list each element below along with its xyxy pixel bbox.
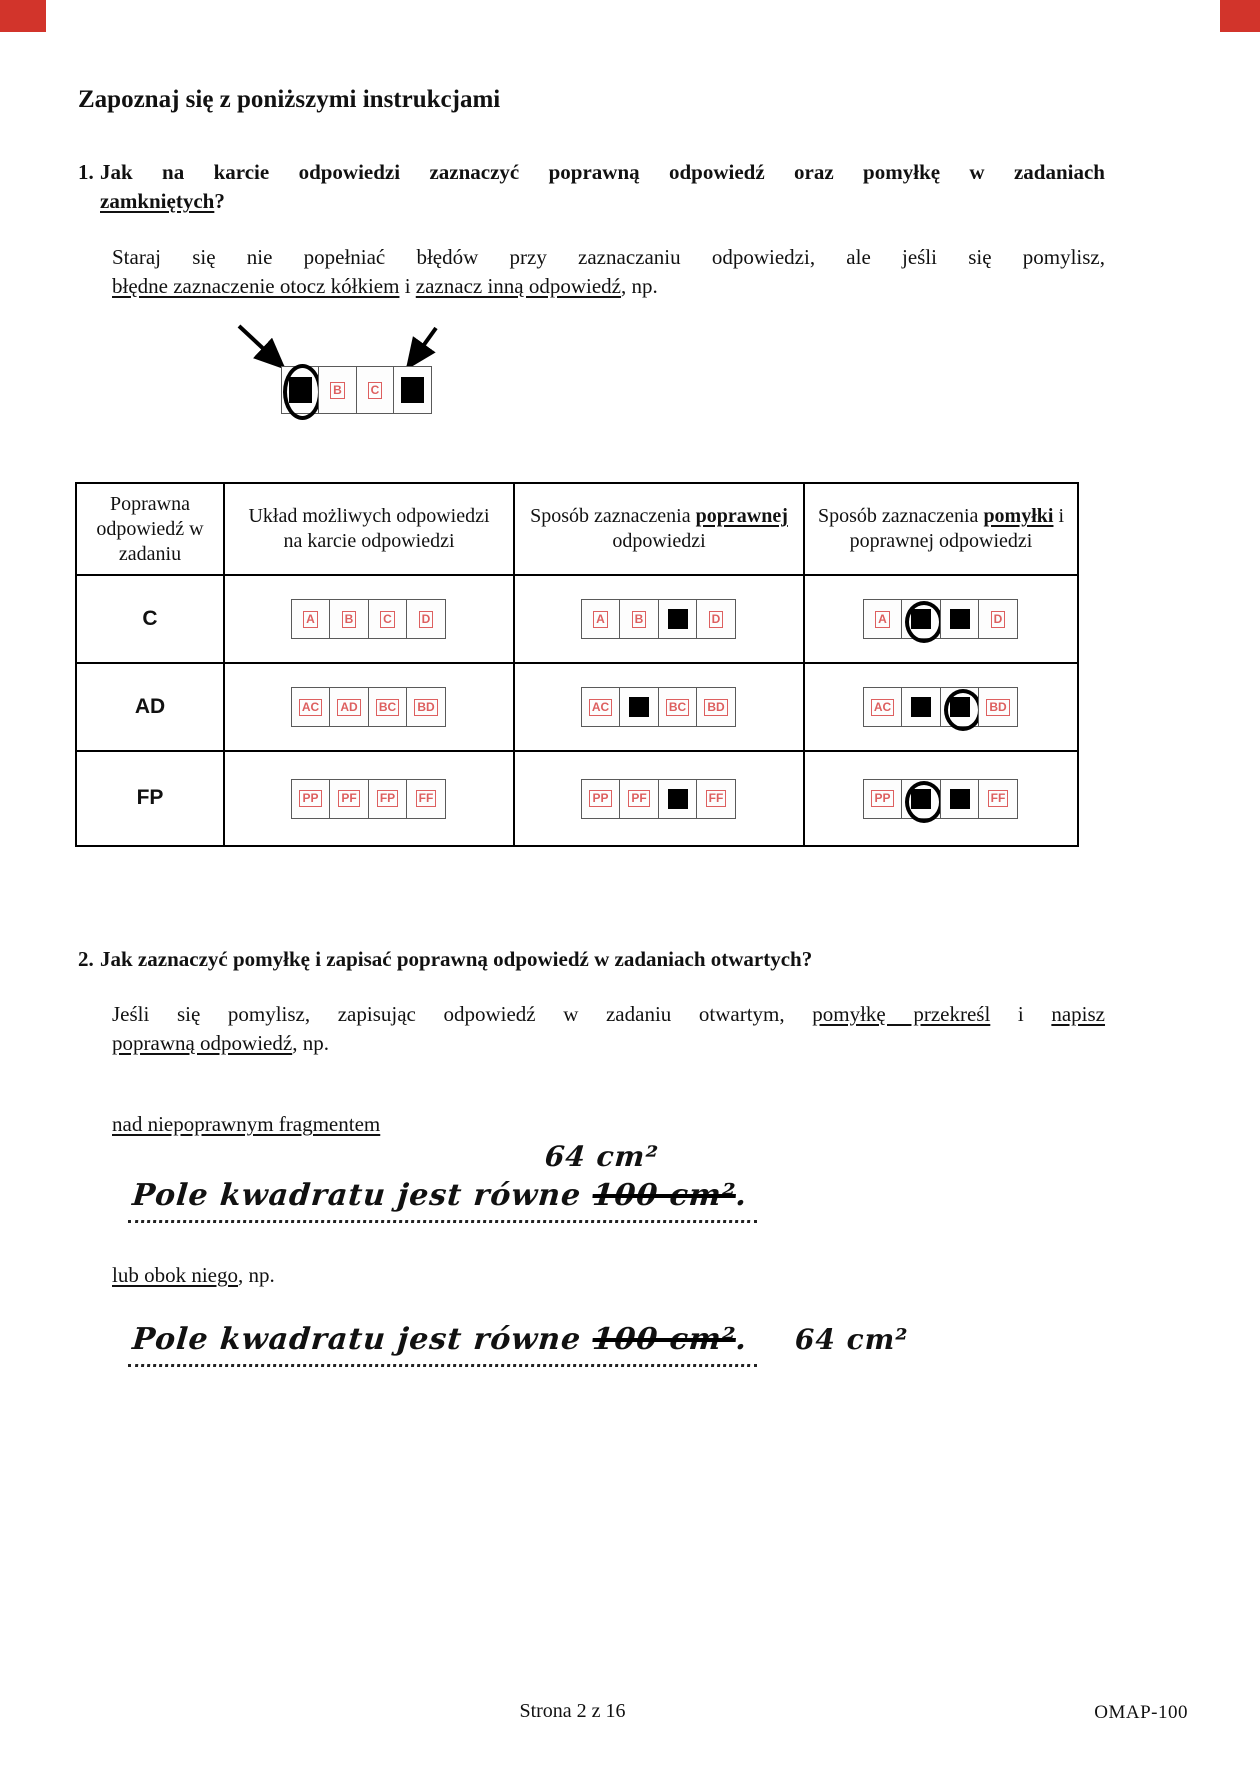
answer-box (393, 366, 432, 414)
answer-box (619, 599, 659, 639)
filled-mark (950, 789, 970, 809)
answer-box (281, 366, 320, 414)
filled-mark (668, 789, 688, 809)
answer-box-row (582, 687, 736, 727)
marking-instruction-table (75, 482, 1079, 847)
header-text: Sposób zaznaczenia (530, 505, 696, 527)
underlined-term: zamkniętych (100, 189, 215, 213)
underlined-phrase: poprawną odpowiedź (112, 1031, 293, 1055)
table-header-layout: Układ możliwych odpowiedzi na karcie odpowiedzi (225, 484, 515, 576)
row-answer-label: C (77, 576, 225, 664)
answer-option-label: PF (628, 790, 649, 807)
answer-box (901, 779, 941, 819)
answer-box (318, 366, 357, 414)
row-layout-cell (225, 576, 515, 664)
heading-punctuation: ? (214, 189, 225, 213)
answer-box (901, 687, 941, 727)
header-text: i poprawnej odpowiedzi (849, 505, 1065, 552)
answer-box (978, 779, 1018, 819)
handwritten-correction: 64 cm² (794, 1323, 909, 1356)
underlined-phrase: napisz (1051, 1002, 1106, 1026)
struck-text: 100 cm² (591, 1322, 738, 1357)
answer-box (581, 687, 621, 727)
item-2-number: 2. (78, 947, 94, 971)
answer-box (978, 599, 1018, 639)
handwritten-line (128, 1322, 761, 1367)
answer-box-row (864, 687, 1018, 727)
new-answer-arrow (408, 328, 436, 367)
answer-option-label: C (380, 611, 395, 628)
underlined-phrase: nad niepoprawnym fragmentem (112, 1112, 381, 1136)
answer-box (696, 779, 736, 819)
handwritten-line (128, 1178, 761, 1223)
filled-mark (401, 377, 424, 403)
row-mistake-cell (805, 752, 1077, 845)
answer-option-label: AD (337, 699, 360, 716)
answer-option-label: C (368, 382, 383, 399)
row-correct-cell (515, 752, 805, 845)
handwritten-text: Pole kwadratu jest równe (130, 1322, 595, 1357)
answer-box (329, 687, 369, 727)
answer-box (901, 599, 941, 639)
row-mistake-cell (805, 576, 1077, 664)
answer-box-row (292, 779, 446, 819)
mistake-circle (283, 364, 322, 420)
answer-box (619, 779, 659, 819)
page-number: Strona 2 z 16 (519, 1700, 626, 1722)
filled-mark (668, 609, 688, 629)
answer-box (329, 599, 369, 639)
answer-option-label: B (342, 611, 357, 628)
answer-option-label: AC (589, 699, 612, 716)
row-correct-cell (515, 664, 805, 752)
answer-option-label: BC (376, 699, 399, 716)
answer-option-label: FF (988, 790, 1009, 807)
answer-option-label: BC (666, 699, 689, 716)
answer-option-label: D (991, 611, 1006, 628)
answer-box (696, 599, 736, 639)
answer-box (329, 779, 369, 819)
row-answer-label: FP (77, 752, 225, 845)
answer-box (940, 599, 980, 639)
answer-box-row (292, 687, 446, 727)
answer-option-label: A (593, 611, 608, 628)
answer-box (619, 687, 659, 727)
answer-box (368, 779, 408, 819)
answer-box (406, 599, 446, 639)
answer-marking-example (225, 312, 515, 427)
answer-option-label: BD (986, 699, 1009, 716)
example-answer-boxes (282, 366, 432, 414)
answer-option-label: PP (871, 790, 893, 807)
answer-option-label: PP (589, 790, 611, 807)
header-emphasis: pomyłki (983, 505, 1054, 527)
example-above-label (112, 1112, 380, 1137)
item-1-body-line1: Staraj się nie popełniać błędów przy zaznaczaniu odpowiedzi, ale jeśli się pomylisz, (112, 245, 1105, 269)
answer-box-row (864, 599, 1018, 639)
underlined-phrase: zaznacz inną odpowiedź (415, 274, 622, 298)
answer-option-label: AC (871, 699, 894, 716)
body-text: , np. (292, 1031, 329, 1055)
answer-option-label: FF (706, 790, 727, 807)
answer-option-label: D (709, 611, 724, 628)
answer-box (940, 687, 980, 727)
answer-box (658, 779, 698, 819)
answer-box-row (582, 599, 736, 639)
filled-mark (629, 697, 649, 717)
item-2-body-line1 (112, 1002, 1105, 1027)
item-1-number: 1. (78, 160, 94, 184)
corner-registration-mark (1220, 0, 1260, 32)
table-header-mistake-marking (805, 484, 1077, 576)
answer-box (696, 687, 736, 727)
answer-box (581, 599, 621, 639)
row-layout-cell (225, 664, 515, 752)
answer-box (940, 779, 980, 819)
answer-option-label: FF (416, 790, 437, 807)
underlined-phrase: pomyłkę przekreśl (812, 1002, 991, 1026)
body-text: i (990, 1002, 1052, 1026)
answer-option-label: PP (299, 790, 321, 807)
header-emphasis: poprawnej (695, 505, 788, 527)
answer-option-label: BD (414, 699, 437, 716)
answer-option-label: BD (704, 699, 727, 716)
answer-option-label: AC (299, 699, 322, 716)
answer-option-label: B (330, 382, 345, 399)
label-text: , np. (238, 1263, 275, 1287)
answer-box (368, 599, 408, 639)
answer-box (406, 687, 446, 727)
body-text: , np. (621, 274, 658, 298)
page-title: Zapoznaj się z poniższymi instrukcjami (78, 86, 501, 113)
item-1-body-line2 (112, 274, 658, 299)
struck-text: 100 cm² (591, 1178, 738, 1213)
answer-box (356, 366, 395, 414)
answer-box-row (292, 599, 446, 639)
answer-box (658, 599, 698, 639)
handwritten-text: Pole kwadratu jest równe (130, 1178, 595, 1213)
document-code: OMAP-100 (1094, 1702, 1188, 1723)
answer-box (368, 687, 408, 727)
mistake-arrow (239, 326, 283, 367)
answer-box-row (582, 779, 736, 819)
body-text: Jeśli się pomylisz, zapisując odpowiedź w zadaniu otwartym, (112, 1002, 813, 1026)
mistake-circle (944, 689, 982, 731)
row-answer-label: AD (77, 664, 225, 752)
answer-option-label: A (875, 611, 890, 628)
answer-option-label: PF (338, 790, 359, 807)
handwritten-correction: 64 cm² (543, 1140, 661, 1173)
handwritten-sentence-beside (128, 1322, 909, 1367)
mistake-circle (905, 781, 943, 823)
answer-option-label: D (419, 611, 434, 628)
mistake-circle (905, 601, 943, 643)
item-2-heading: Jak zaznaczyć pomyłkę i zapisać poprawną odpowiedź w zadaniach otwartych? (100, 947, 813, 971)
example-beside-label (112, 1263, 275, 1288)
answer-box (658, 687, 698, 727)
table-header-correct-answer: Poprawna odpowiedź w zadaniu (77, 484, 225, 576)
handwritten-text: . (734, 1322, 749, 1357)
answer-box (863, 599, 903, 639)
body-text: i (399, 274, 416, 298)
table-header-correct-marking (515, 484, 805, 576)
answer-option-label: FP (377, 790, 398, 807)
header-text: Sposób zaznaczenia (817, 505, 984, 527)
underlined-phrase: błędne zaznaczenie otocz kółkiem (112, 274, 400, 298)
underlined-phrase: lub obok niego (112, 1263, 238, 1287)
answer-box (863, 687, 903, 727)
item-2-body-line2 (112, 1031, 329, 1056)
header-text: odpowiedzi (612, 530, 706, 552)
answer-option-label: B (632, 611, 647, 628)
answer-box (291, 599, 331, 639)
filled-mark (950, 609, 970, 629)
filled-mark (911, 697, 931, 717)
answer-box (978, 687, 1018, 727)
handwritten-text: . (734, 1178, 749, 1213)
answer-option-label: A (303, 611, 318, 628)
answer-box (291, 687, 331, 727)
handwritten-sentence-above (128, 1178, 757, 1223)
item-1-heading-line1: Jak na karcie odpowiedzi zaznaczyć poprawną odpowiedź oraz pomyłkę w zadaniach (100, 160, 1105, 184)
row-correct-cell (515, 576, 805, 664)
answer-box (291, 779, 331, 819)
corner-registration-mark (0, 0, 46, 32)
answer-box (863, 779, 903, 819)
answer-box (406, 779, 446, 819)
row-mistake-cell (805, 664, 1077, 752)
answer-box-row (864, 779, 1018, 819)
row-layout-cell (225, 752, 515, 845)
answer-box (581, 779, 621, 819)
item-1-heading-line2 (100, 189, 225, 214)
